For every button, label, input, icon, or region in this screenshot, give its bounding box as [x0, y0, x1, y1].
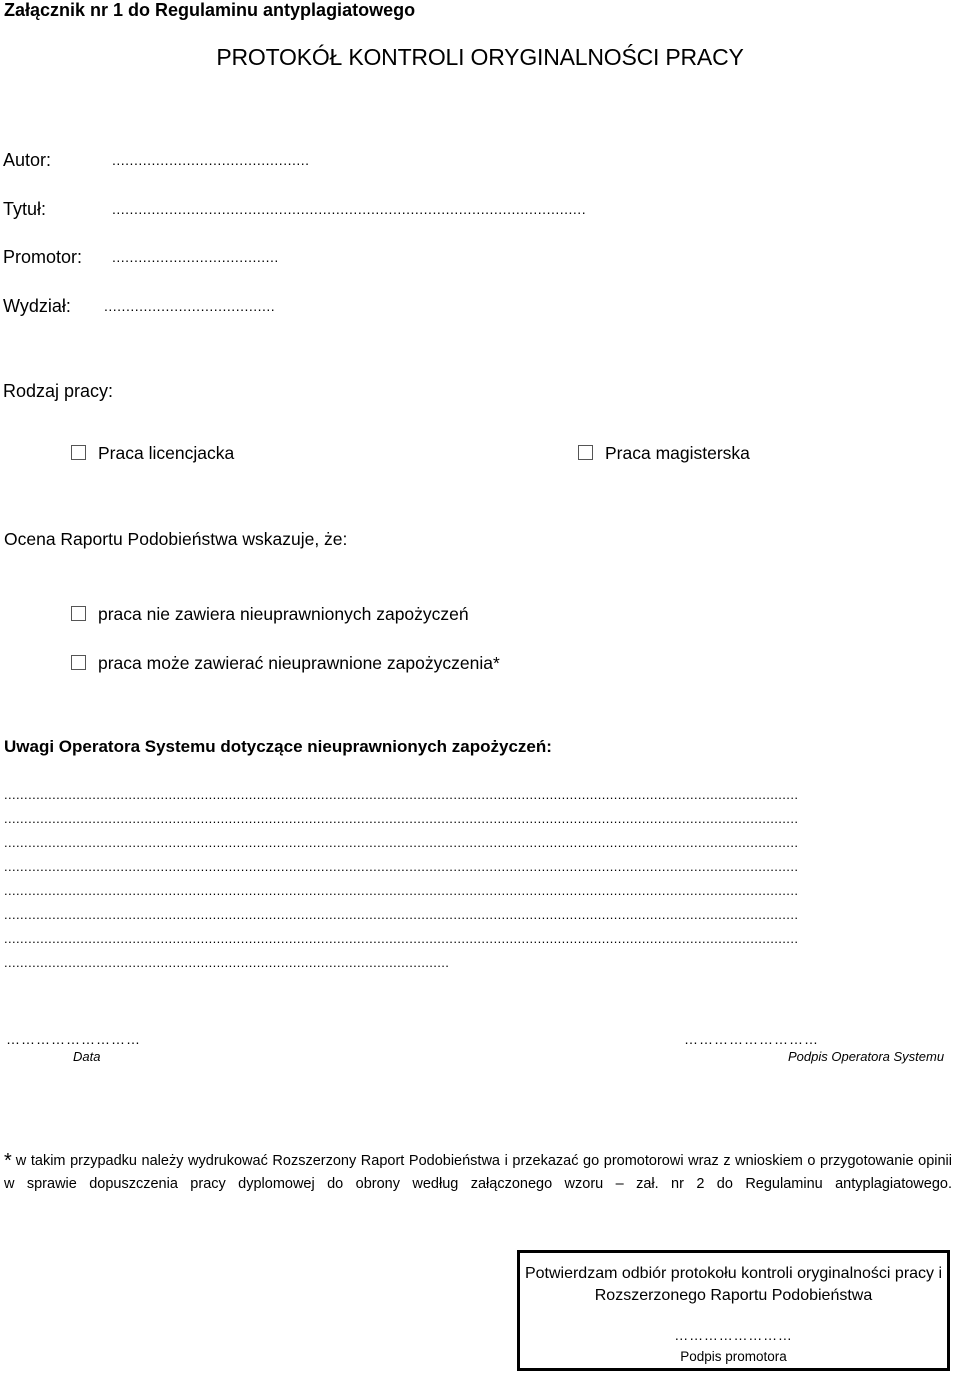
author-field[interactable]: .............................................: [112, 152, 310, 168]
option-bachelor[interactable]: [71, 443, 234, 464]
option-master-label: Praca magisterska: [605, 443, 750, 463]
supervisor-signature-line[interactable]: ……………………: [674, 1327, 793, 1343]
checkbox-no-borrowings[interactable]: [71, 606, 86, 621]
operator-signature-label: Podpis Operatora Systemu: [788, 1049, 945, 1064]
checkbox-bachelor[interactable]: [71, 445, 86, 460]
assessment-label-text: Ocena Raportu Podobieństwa wskazuje, że:: [4, 529, 348, 549]
option-may-contain[interactable]: [71, 653, 500, 674]
option-bachelor-label: Praca licencjacka: [98, 443, 235, 463]
page-title: PROTOKÓŁ KONTROLI ORYGINALNOŚCI PRACY: [216, 44, 744, 70]
footnote-star: *: [4, 1150, 12, 1172]
option-master[interactable]: [578, 443, 750, 464]
remarks-line-last[interactable]: ...............................................................................................................: [4, 955, 450, 970]
work-type-label: Rodzaj pracy:: [3, 381, 114, 401]
footnote-text: w takim przypadku należy wydrukować Rozszerzony Raport Podobieństwa i przekazać go promotorowi wraz z wnioskiem o przygotowanie opinii w sprawie dopuszczenia pracy dyplomowej do obrony według załączonego wzoru – zał. nr 2 do Regulaminu antyplagiatowego.: [4, 1153, 952, 1192]
confirmation-text-line2: Rozszerzonego Raportu Podobieństwa: [594, 1287, 873, 1304]
operator-signature-line[interactable]: ………………………: [684, 1031, 819, 1047]
remarks-line[interactable]: ......................................................................................................................................................................................................: [4, 859, 799, 874]
confirmation-text-line1: Potwierdzam odbiór protokołu kontroli oryginalności pracy i: [524, 1265, 943, 1282]
checkbox-master[interactable]: [578, 445, 593, 460]
checkbox-may-contain[interactable]: [71, 655, 86, 670]
remarks-line[interactable]: ......................................................................................................................................................................................................: [4, 835, 799, 850]
date-label: Data: [73, 1049, 101, 1064]
option-may-contain-label: praca może zawierać nieuprawnione zapożyczenia*: [98, 653, 500, 673]
remarks-label: Uwagi Operatora Systemu dotyczące nieuprawnionych zapożyczeń:: [4, 737, 552, 756]
title-field[interactable]: ............................................................................................................: [112, 201, 587, 217]
remarks-line[interactable]: ......................................................................................................................................................................................................: [4, 931, 799, 946]
option-no-borrowings[interactable]: [71, 604, 469, 625]
confirmation-box: [517, 1250, 950, 1371]
remarks-line[interactable]: ......................................................................................................................................................................................................: [4, 907, 799, 922]
date-signature-line[interactable]: ………………………: [6, 1031, 141, 1047]
supervisor-field[interactable]: ......................................: [112, 249, 279, 265]
option-no-borrowings-label: praca nie zawiera nieuprawnionych zapożyczeń: [98, 604, 469, 624]
attachment-header: Załącznik nr 1 do Regulaminu antyplagiatowego: [4, 0, 416, 20]
remarks-line[interactable]: ......................................................................................................................................................................................................: [4, 883, 799, 898]
remarks-line[interactable]: ......................................................................................................................................................................................................: [4, 787, 799, 802]
supervisor-label: Promotor:: [3, 247, 83, 267]
title-label: Tytuł:: [3, 199, 47, 219]
assessment-label: [4, 529, 347, 550]
faculty-field[interactable]: .......................................: [104, 298, 276, 314]
remarks-line[interactable]: ......................................................................................................................................................................................................: [4, 811, 799, 826]
author-label: Autor:: [3, 150, 52, 170]
faculty-label: Wydział:: [3, 296, 71, 316]
footnote: [4, 1150, 952, 1196]
supervisor-signature-label: Podpis promotora: [680, 1349, 787, 1364]
